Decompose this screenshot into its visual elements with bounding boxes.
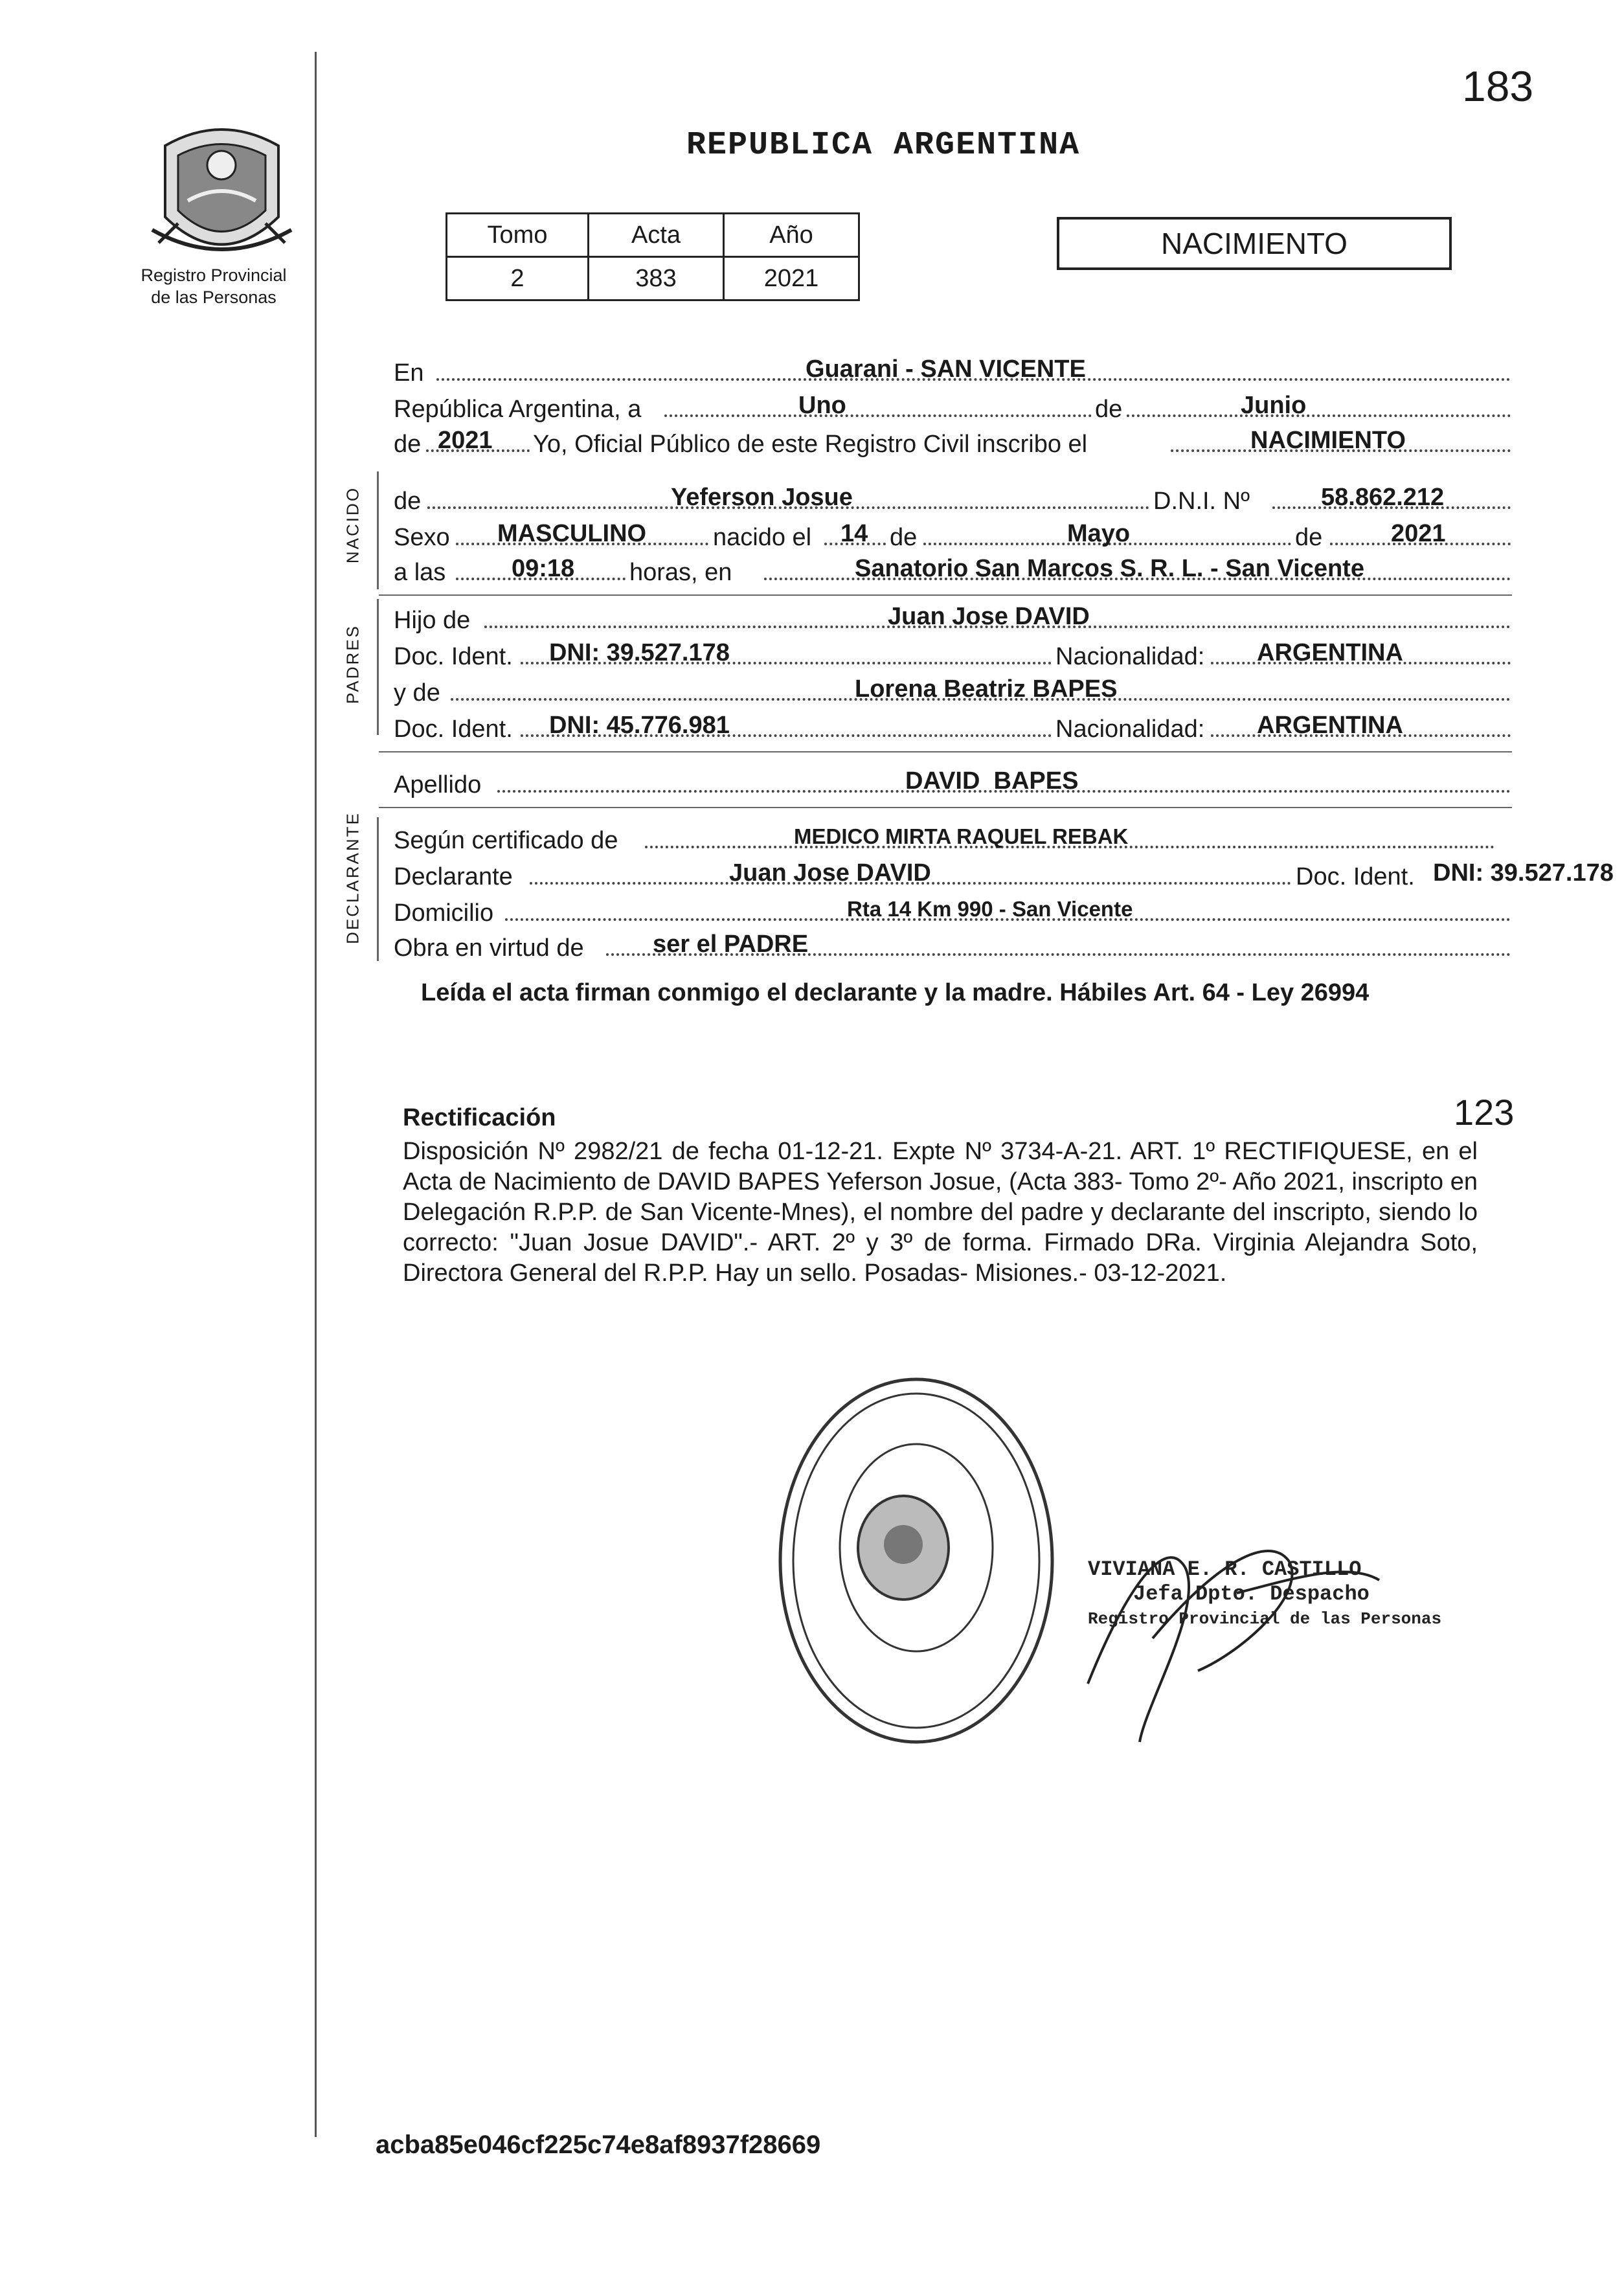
table-value-tomo: 2: [447, 257, 589, 300]
field-row-apellido: Apellido DAVID BAPES: [394, 762, 1511, 800]
field-row-domicilio: Domicilio Rta 14 Km 990 - San Vicente: [394, 890, 1511, 929]
address-value: Rta 14 Km 990 - San Vicente: [847, 897, 1133, 921]
section-bar-nacido: [377, 471, 379, 589]
field-row-certificado: Según certificado de MEDICO MIRTA RAQUEL REBAK: [394, 817, 1511, 856]
birth-month-value: Mayo: [1067, 520, 1131, 547]
field-row-fecha: República Argentina, a Uno de Junio: [394, 386, 1511, 425]
father-doc-value: DNI: 39.527.178: [549, 639, 730, 666]
mother-name-value: Lorena Beatriz BAPES: [855, 675, 1118, 703]
field-row-nombre: de Yeferson Josue D.N.I. Nº 58.862.212: [394, 478, 1511, 517]
document-hash: acba85e046cf225c74e8af8937f28669: [376, 2131, 821, 2159]
field-row-declarante: Declarante Juan Jose DAVID Doc. Ident. DNI: 39.527.178: [394, 859, 1614, 890]
act-type-box: NACIMIENTO: [1057, 217, 1452, 270]
section-label-nacido: NACIDO: [343, 486, 363, 564]
province-logo: [139, 120, 304, 269]
signature-scribble: [1075, 1509, 1412, 1755]
field-row-padre-doc: Doc. Ident. DNI: 39.527.178 Nacionalidad: ARGENTINA: [394, 633, 1511, 672]
capacity-value: ser el PADRE: [653, 931, 809, 958]
margin-line: [315, 52, 317, 2137]
declarant-doc-value: DNI: 39.527.178: [1433, 859, 1614, 887]
section-bar-declarante: [377, 817, 379, 961]
closing-note: Leída el acta firman conmigo el declarante y la madre. Hábiles Art. 64 - Ley 26994: [421, 979, 1370, 1006]
mother-nationality-value: ARGENTINA: [1257, 712, 1403, 739]
field-row-obra: Obra en virtud de ser el PADRE: [394, 925, 1511, 964]
inscribe-value: NACIMIENTO: [1250, 427, 1406, 454]
official-stamp: [774, 1373, 1059, 1748]
mother-doc-value: DNI: 45.776.981: [549, 712, 730, 739]
field-row-hora: a las 09:18 horas, en Sanatorio San Marcos S. R. L. - San Vicente: [394, 549, 1511, 588]
surname-value: DAVID BAPES: [905, 767, 1079, 795]
birth-day-value: 14: [840, 520, 868, 547]
birth-year-value: 2021: [1391, 520, 1446, 547]
rectification-title: Rectificación: [403, 1104, 556, 1131]
field-row-inscribo: de 2021 Yo, Oficial Público de este Registro Civil inscribo el NACIMIENTO: [394, 421, 1511, 460]
dni-value: 58.862.212: [1321, 484, 1445, 511]
field-row-en: En Guarani - SAN VICENTE: [394, 350, 1511, 389]
sex-value: MASCULINO: [497, 520, 647, 547]
table-header-tomo: Tomo: [447, 214, 589, 257]
hour-value: 09:18: [512, 555, 575, 582]
registry-label: Registro Provincial de las Personas: [141, 266, 287, 307]
page-number: 183: [1462, 62, 1534, 110]
declarant-value: Juan Jose DAVID: [729, 859, 931, 887]
rectification-number: 123: [1454, 1092, 1515, 1133]
field-row-padre: Hijo de Juan Jose DAVID: [394, 597, 1511, 636]
registry-table: [445, 212, 860, 301]
document-title: REPUBLICA ARGENTINA: [686, 127, 1081, 164]
field-row-sexo: Sexo MASCULINO nacido el 14 de Mayo de 2021: [394, 514, 1511, 553]
rectification-text: Disposición Nº 2982/21 de fecha 01-12-21. Expte Nº 3734-A-21. ART. 1º RECTIFIQUESE, en el Acta de Nacimiento de DAVID BAPES Yeferson Josue, (Acta 383- Tomo 2º- Año 2021, inscripto en Delegación R.P.P. de San Vicente-Mnes), el nombre del padre y declarante del inscripto, siendo lo correcto: "Juan Josue DAVID".- ART. 2º y 3º de forma. Firmado DRa. Virginia Alejandra Soto, Directora General del R.P.P. Hay un sello. Posadas- Misiones.- 03-12-2021.: [403, 1138, 1478, 1287]
section-label-declarante: DECLARANTE: [343, 811, 363, 944]
table-value-acta: 383: [589, 257, 724, 300]
signature-block: VIVIANA E. R. CASTILLO Jefa Dpto. Despacho Registro Provincial de las Personas: [1088, 1557, 1442, 1629]
birthplace-value: Sanatorio San Marcos S. R. L. - San Vicente: [855, 555, 1364, 582]
certificate-value: MEDICO MIRTA RAQUEL REBAK: [794, 824, 1129, 848]
father-nationality-value: ARGENTINA: [1257, 639, 1403, 666]
father-name-value: Juan Jose DAVID: [888, 603, 1090, 630]
section-bar-padres: [377, 599, 379, 735]
name-value: Yeferson Josue: [671, 484, 853, 511]
table-header-acta: Acta: [589, 214, 724, 257]
table-header-anio: Año: [724, 214, 859, 257]
field-row-madre-doc: Doc. Ident. DNI: 45.776.981 Nacionalidad: ARGENTINA: [394, 706, 1511, 745]
section-label-padres: PADRES: [343, 624, 363, 704]
place-value: Guarani - SAN VICENTE: [806, 356, 1086, 383]
month-value: Junio: [1241, 392, 1307, 419]
day-value: Uno: [798, 392, 846, 419]
year-value: 2021: [438, 427, 493, 454]
field-row-madre: y de Lorena Beatriz BAPES: [394, 670, 1511, 708]
table-value-anio: 2021: [724, 257, 859, 300]
